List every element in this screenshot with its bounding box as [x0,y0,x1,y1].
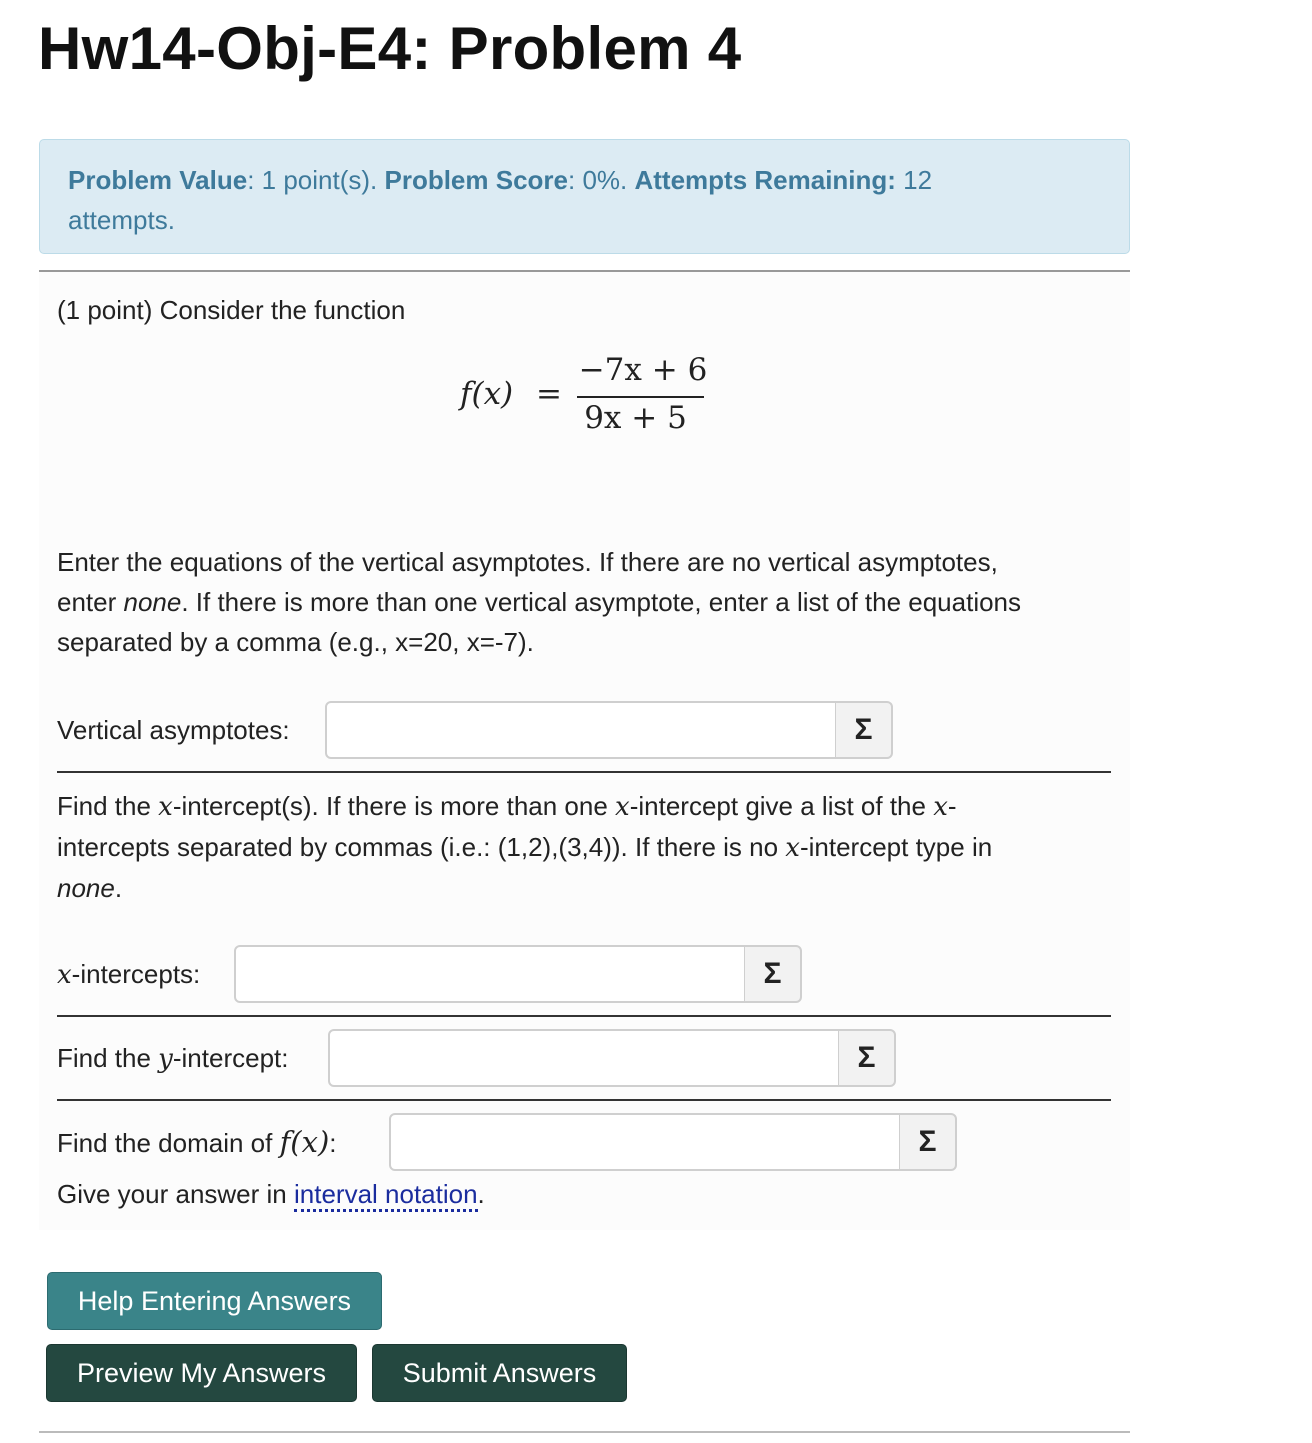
domain-hint-b: . [477,1179,485,1209]
submit-answers-button[interactable]: Submit Answers [372,1344,627,1402]
sigma-icon: Σ [857,1041,876,1074]
problem-score-label: Problem Score [384,165,568,195]
x-intercepts-label-text: -intercepts: [71,959,201,989]
equation-editor-button[interactable] [835,701,893,759]
problem-intro: (1 point) Consider the function [57,295,406,325]
xi-var: x [785,833,800,863]
section-divider [57,1015,1111,1017]
x-intercepts-input[interactable] [234,945,746,1003]
problem-value-label: Problem Value [68,165,248,195]
vertical-asymptotes-input[interactable] [325,701,837,759]
equation-editor-button[interactable] [899,1113,957,1171]
domain-input[interactable] [389,1113,901,1171]
attempts-remaining-label: Attempts Remaining: [634,165,896,195]
xi-instr-part: Find the [57,791,159,821]
problem-info-box [39,139,1130,254]
formula-numerator: −7x + 6 [578,352,708,388]
formula-lhs: f(x) [460,376,514,412]
va-instructions-line3: separated by a comma (e.g., x=20, x=-7). [57,627,534,657]
sigma-icon: Σ [918,1125,937,1158]
x-intercepts-field [234,945,802,1003]
xi-instr-none: none [57,873,115,903]
x-intercepts-label-var: x [57,960,72,990]
y-intercept-label-var: y [158,1044,173,1074]
va-instructions-line2a: enter [57,587,124,617]
equation-editor-button[interactable] [744,945,802,1003]
y-intercept-input[interactable] [328,1029,840,1087]
x-intercepts-label [57,954,200,995]
xi-var: x [615,792,630,822]
xi-instr-part: -intercept(s). If there is more than one [172,791,616,821]
preview-answers-button[interactable]: Preview My Answers [46,1344,357,1402]
xi-var: x [158,792,173,822]
help-entering-answers-button[interactable]: Help Entering Answers [47,1272,382,1330]
formula-denominator: 9x + 5 [584,400,687,436]
problem-value-text: : 1 point(s). [247,165,378,195]
xi-instr-part: -intercept give a list of the [629,791,934,821]
y-intercept-label-b: -intercept: [172,1043,289,1073]
y-intercept-field [328,1029,896,1087]
domain-label-a: Find the domain of [57,1128,280,1158]
xi-instr-part: . [114,873,123,903]
vertical-asymptotes-label: Vertical asymptotes: [57,715,290,745]
domain-hint-a: Give your answer in [57,1179,294,1209]
interval-notation-link[interactable]: interval notation [294,1179,478,1212]
va-instructions-line1: Enter the equations of the vertical asymptotes. If there are no vertical asymptotes, [57,547,998,577]
section-divider [57,1099,1111,1101]
domain-label-b: : [329,1128,337,1158]
xi-var: x [933,792,948,822]
xi-instr-part: - [947,791,957,821]
vertical-asymptotes-field [325,701,893,759]
page-title: Hw14-Obj-E4: Problem 4 [38,15,742,82]
sigma-icon: Σ [763,957,782,990]
y-intercept-label [57,1038,288,1079]
equation-editor-button[interactable] [838,1029,896,1087]
formula-fraction-bar [577,396,704,398]
va-instructions-none: none [123,587,182,617]
xi-instr-part: intercepts separated by commas (i.e.: (1,2),(3,4)). If there is no [57,832,786,862]
domain-label [57,1122,337,1163]
y-intercept-label-a: Find the [57,1043,159,1073]
va-instructions [57,542,1117,662]
attempts-remaining-value: 12 [895,165,933,195]
formula-equals: = [536,376,562,412]
va-instructions-line2c: . If there is more than one vertical asymptote, enter a list of the equations [181,587,1022,617]
bottom-divider [39,1431,1130,1433]
sigma-icon: Σ [854,713,873,746]
domain-field [389,1113,957,1171]
domain-hint [57,1174,485,1214]
domain-label-f: f(x) [279,1125,330,1159]
problem-score-text: : 0%. [568,165,628,195]
attempts-remaining-tail: attempts. [68,205,175,235]
x-intercept-instructions [57,786,1117,908]
section-divider [57,771,1111,773]
xi-instr-part: -intercept type in [799,832,993,862]
